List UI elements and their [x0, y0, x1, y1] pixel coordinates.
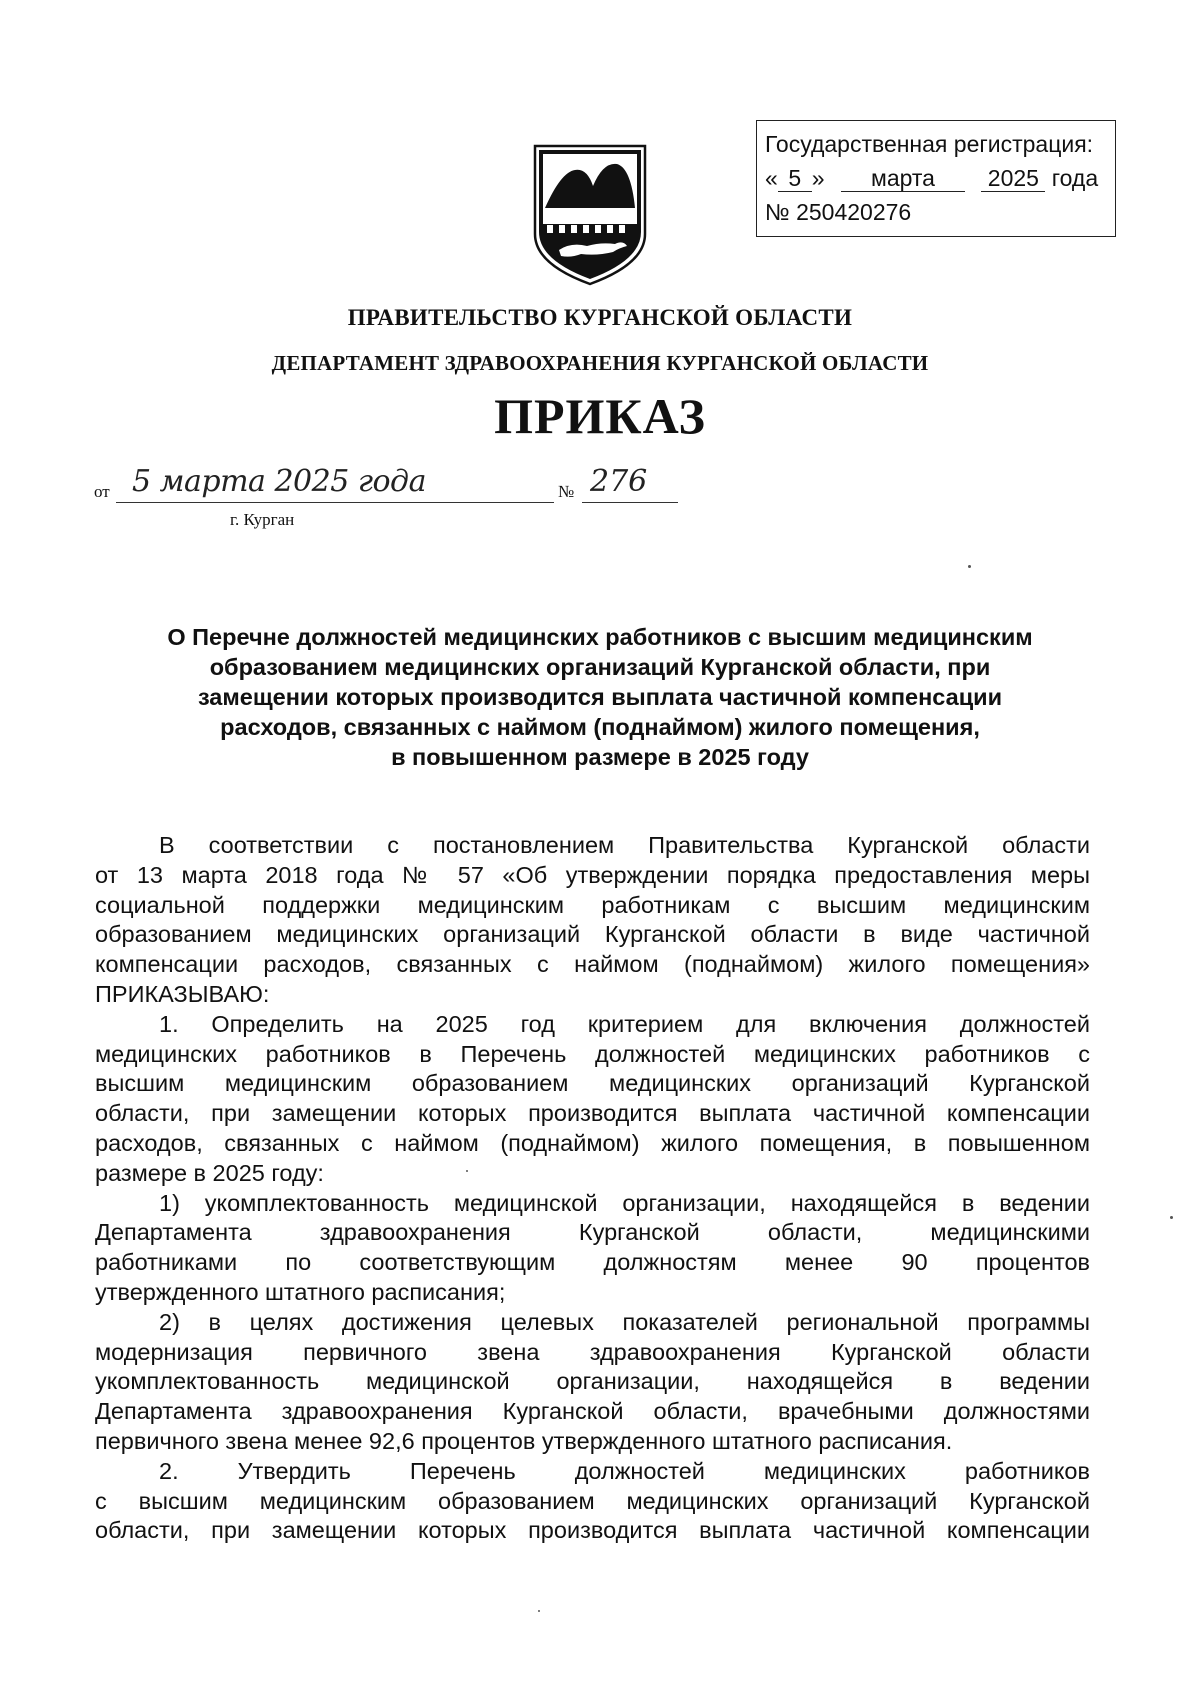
body-line	[95, 1069, 1090, 1099]
body-line	[95, 1248, 1090, 1278]
document-type-title: ПРИКАЗ	[494, 388, 706, 444]
quote-close: »	[811, 165, 825, 191]
coat-of-arms-emblem	[531, 142, 649, 288]
body-line	[95, 1040, 1090, 1070]
scan-speck	[968, 565, 971, 568]
order-body	[95, 831, 1090, 1546]
subject-line: расходов, связанных с наймом (поднаймом) жилого помещения,	[220, 714, 980, 740]
scan-speck	[538, 1610, 540, 1612]
body-text: от 13 марта 2018 года № 57 «Об утверждении порядка предоставления меры	[95, 861, 1090, 888]
body-text: социальной поддержки медицинским работникам с высшим медицинским	[95, 891, 1090, 918]
body-text: размере в 2025 году:	[95, 1159, 324, 1186]
body-text: утвержденного штатного расписания;	[95, 1278, 506, 1305]
scan-speck	[466, 1170, 468, 1172]
scan-speck	[1170, 1216, 1173, 1219]
department-title: ДЕПАРТАМЕНТ ЗДРАВООХРАНЕНИЯ КУРГАНСКОЙ ОБЛАСТИ	[271, 351, 929, 375]
body-line	[95, 1218, 1090, 1248]
body-line	[95, 1129, 1090, 1159]
number-label: №	[558, 482, 575, 501]
body-text: работниками по соответствующим должностям менее 90 процентов	[95, 1249, 1090, 1276]
body-line	[95, 1159, 1090, 1189]
body-text: модернизация первичного звена здравоохранения Курганской области	[95, 1338, 1090, 1365]
registration-title: Государственная регистрация:	[765, 131, 1094, 157]
body-text: 1) укомплектованность медицинской организации, находящейся в ведении	[159, 1189, 1090, 1216]
body-text: области, при замещении которых производится выплата частичной компенсации	[95, 1517, 1090, 1544]
body-line	[95, 1457, 1090, 1487]
body-line	[95, 920, 1090, 950]
subject-line: О Перечне должностей медицинских работников с высшим медицинским	[167, 624, 1033, 650]
body-text: 2. Утвердить Перечень должностей медицинских работников	[159, 1457, 1090, 1484]
body-text: расходов, связанных с наймом (поднаймом) жилого помещения, в повышенном	[95, 1129, 1090, 1156]
body-text: В соответствии с постановлением Правительства Курганской области	[159, 832, 1090, 858]
body-text: Департамента здравоохранения Курганской области, медицинскими	[95, 1219, 1090, 1246]
subject-line: замещении которых производится выплата частичной компенсации	[197, 684, 1003, 710]
body-text: с высшим медицинским образованием медицинских организаций Курганской	[95, 1487, 1090, 1514]
body-text: 2) в целях достижения целевых показателей региональной программы	[159, 1308, 1090, 1335]
body-text: компенсации расходов, связанных с наймом (поднаймом) жилого помещения»	[95, 951, 1090, 978]
body-line	[95, 1278, 1090, 1308]
body-line	[95, 1427, 1090, 1457]
body-line	[95, 1189, 1090, 1219]
registration-day: 5	[778, 165, 812, 192]
quote-open: «	[765, 165, 778, 191]
registration-year: 2025	[981, 165, 1045, 192]
body-text: укомплектованность медицинской организации, находящейся в ведении	[95, 1368, 1090, 1395]
registration-month: марта	[841, 165, 965, 192]
body-text: 1. Определить на 2025 год критерием для включения должностей	[159, 1010, 1090, 1037]
body-line	[95, 1099, 1090, 1129]
body-line	[95, 831, 1090, 861]
body-text: медицинских работников в Перечень должностей медицинских работников с	[95, 1040, 1090, 1067]
city-label: г. Курган	[230, 510, 295, 529]
handwritten-number: 276	[590, 464, 648, 499]
body-text: высшим медицинским образованием медицинских организаций Курганской	[95, 1070, 1090, 1097]
body-text: Департамента здравоохранения Курганской области, врачебными должностями	[95, 1398, 1090, 1425]
body-line	[95, 861, 1090, 891]
body-text: области, при замещении которых производится выплата частичной компенсации	[95, 1100, 1090, 1127]
body-line	[95, 1516, 1090, 1546]
order-date-row	[94, 464, 648, 530]
registration-box	[756, 120, 1116, 237]
registration-number: № 250420276	[765, 199, 912, 225]
body-line	[95, 891, 1090, 921]
body-line	[95, 1367, 1090, 1397]
body-text: образованием медицинских организаций Курганской области в виде частичной	[95, 921, 1090, 948]
body-line	[95, 950, 1090, 980]
date-underline	[116, 502, 554, 503]
registration-year-suffix: года	[1051, 165, 1099, 191]
from-label: от	[94, 482, 110, 501]
subject-line: в повышенном размере в 2025 году	[391, 744, 809, 770]
body-line	[95, 980, 1090, 1010]
order-subject	[90, 622, 1110, 772]
registration-date	[765, 161, 1107, 195]
number-underline	[582, 502, 678, 503]
body-line	[95, 1487, 1090, 1517]
body-text: первичного звена менее 92,6 процентов утвержденного штатного расписания.	[95, 1427, 953, 1454]
body-line	[95, 1308, 1090, 1338]
handwritten-date: 5 марта 2025 года	[132, 464, 426, 499]
body-line	[95, 1397, 1090, 1427]
body-line	[95, 1338, 1090, 1368]
body-text: ПРИКАЗЫВАЮ:	[95, 980, 270, 1007]
subject-line: образованием медицинских организаций Курганской области, при	[209, 654, 991, 680]
government-title: ПРАВИТЕЛЬСТВО КУРГАНСКОЙ ОБЛАСТИ	[347, 305, 853, 330]
body-line	[95, 1010, 1090, 1040]
